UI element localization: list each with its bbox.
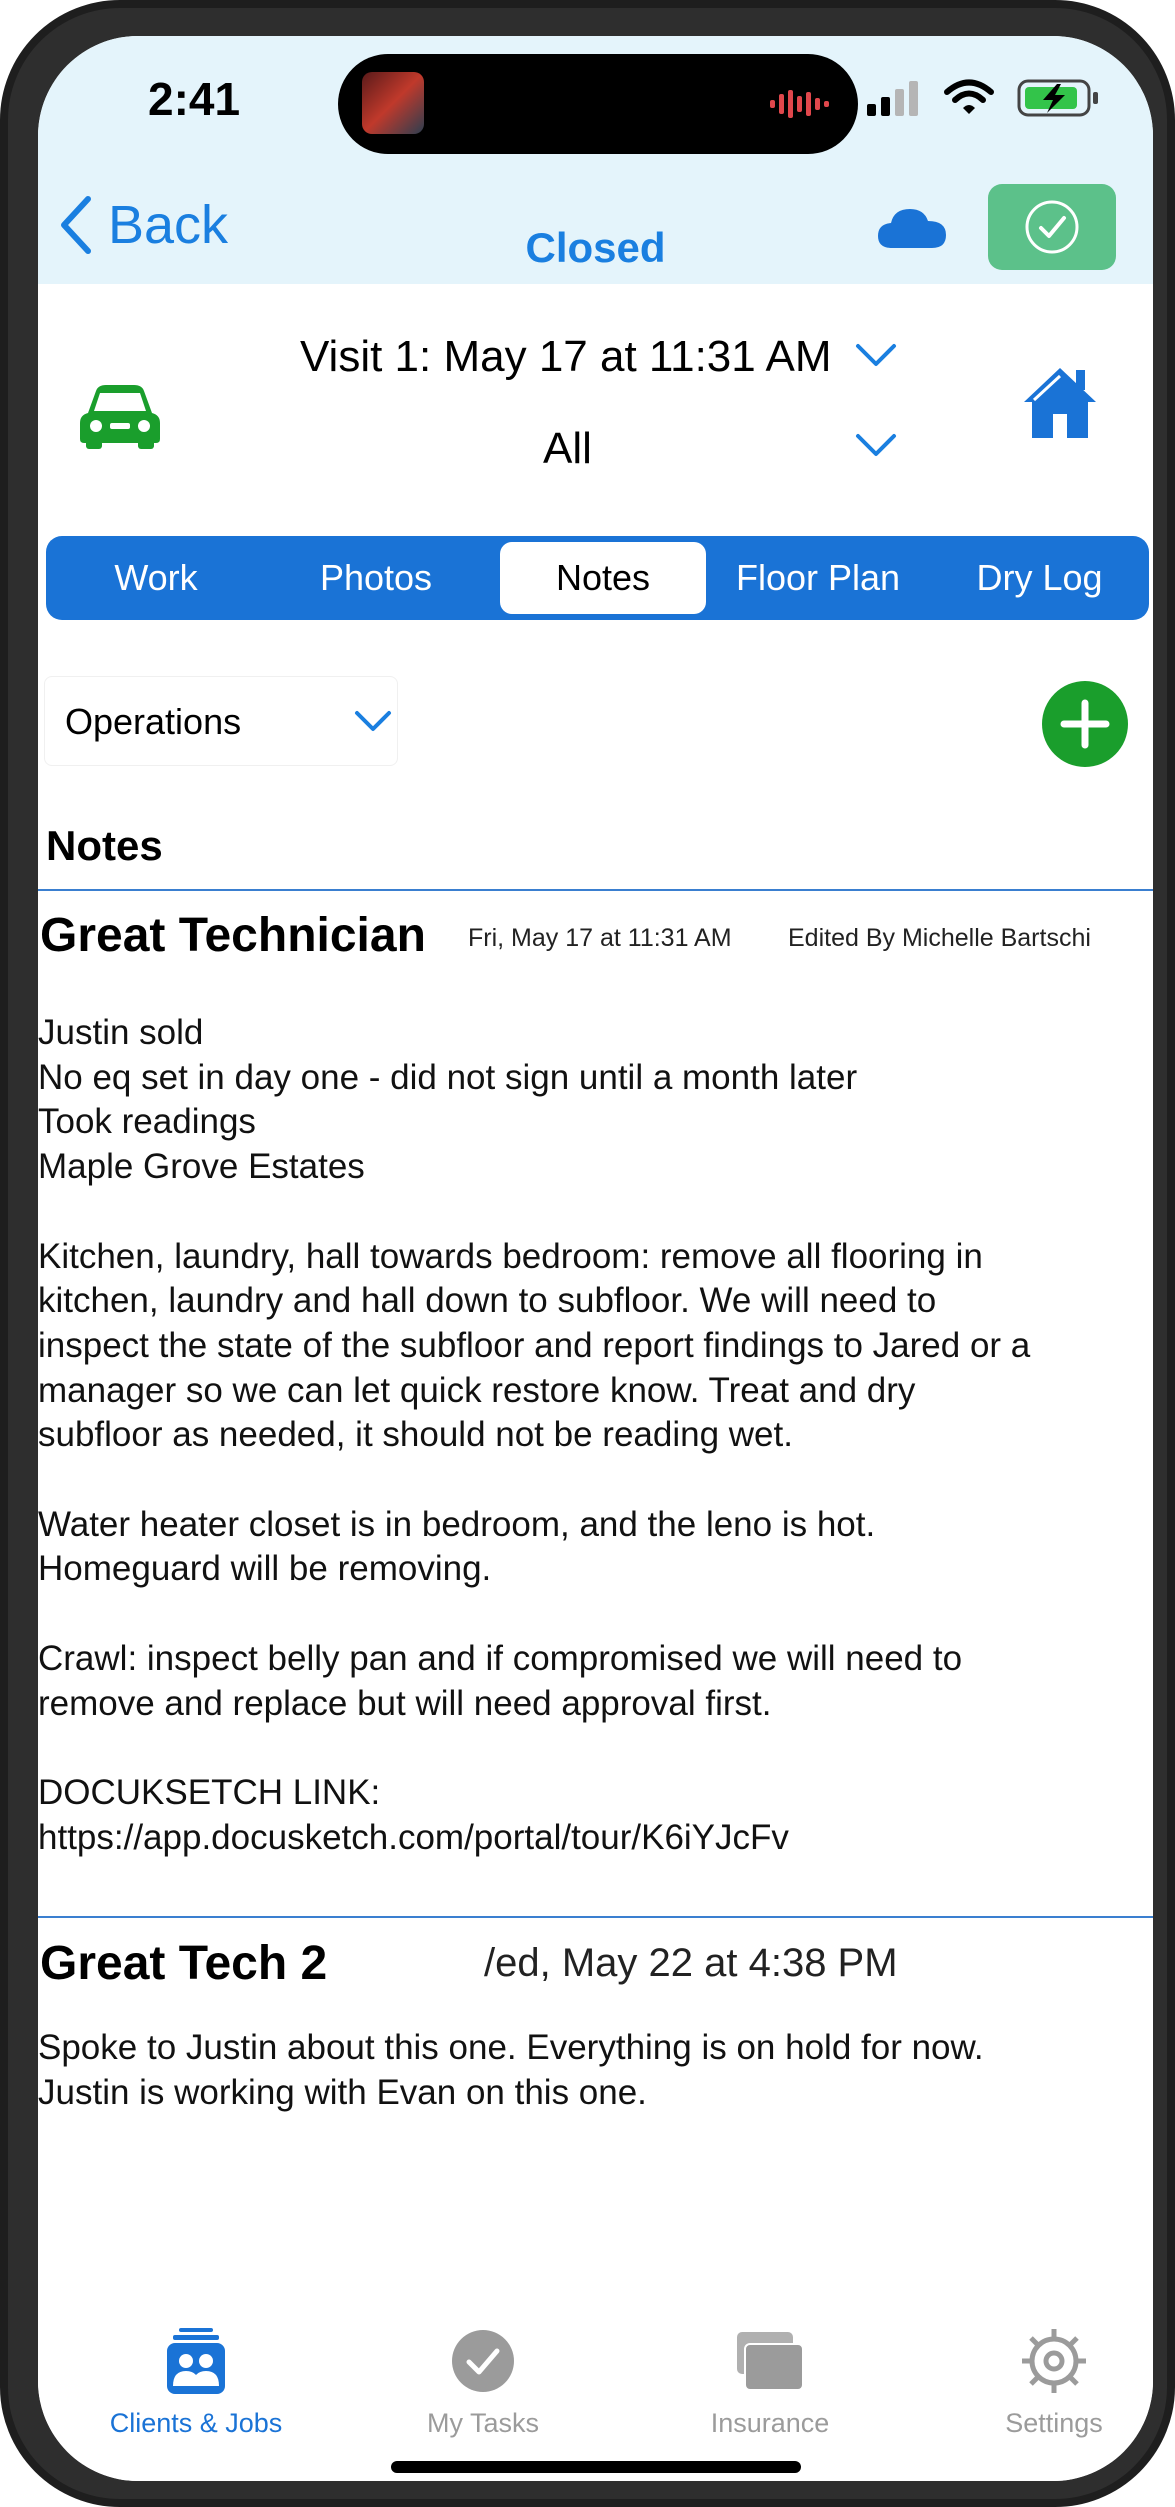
- tab-dry-log[interactable]: Dry Log: [976, 557, 1103, 598]
- home-icon[interactable]: [1020, 364, 1100, 440]
- section-tabs: [46, 536, 1149, 620]
- status-bar: [38, 36, 1153, 166]
- cloud-sync-icon[interactable]: [876, 206, 948, 250]
- note-date: /ed, May 22 at 4:38 PM: [484, 1941, 898, 1985]
- status-icons: [867, 78, 1101, 118]
- check-circle-icon: [448, 2326, 518, 2396]
- plus-icon: [1042, 681, 1128, 767]
- tab-notes[interactable]: Notes: [500, 542, 706, 614]
- note-body[interactable]: Justin sold No eq set in day one - did not sign until a month later Took readings Maple Grove Estates Kitchen, laundry, hall towards bedroom: remove all flooring in kitchen, laundry and hall down to subfloor. We will need to inspect the state of the subfloor and report findings to Jared or a manager so we can let quick restore know. Treat and dry subfloor as needed, it should not be reading wet. Water heater closet is in bedroom, and the leno is hot. Homeguard will be removing. Crawl: inspect belly pan and if compromised we will need to remove and replace but will need approval first. DOCUKSETCH LINK: https://app.docusketch.com/portal/tour/K6iYJcFv: [38, 1013, 1031, 1857]
- tab-work[interactable]: Work: [114, 557, 198, 598]
- category-selected: Operations: [65, 701, 242, 742]
- tabbar-label: Clients & Jobs: [109, 2408, 283, 2438]
- dynamic-island: [338, 54, 858, 154]
- bottom-tab-bar: [38, 2286, 1153, 2481]
- divider: [38, 1916, 1153, 1918]
- tabbar-label: Insurance: [710, 2408, 830, 2438]
- visit-filter[interactable]: All: [543, 424, 592, 473]
- divider: [38, 889, 1153, 891]
- cellular-signal-icon: [867, 80, 921, 116]
- note-title: Great Technician: [40, 909, 426, 962]
- complete-button[interactable]: [988, 184, 1116, 270]
- app-screen: [38, 36, 1153, 2481]
- tab-photos[interactable]: Photos: [319, 557, 433, 598]
- clients-jobs-icon: [161, 2326, 231, 2396]
- job-status-title: Closed: [525, 224, 666, 271]
- category-dropdown[interactable]: [44, 676, 398, 766]
- status-time: 2:41: [148, 73, 241, 125]
- now-playing-artwork: [362, 72, 424, 134]
- home-indicator[interactable]: [391, 2461, 801, 2473]
- note-title: Great Tech 2: [40, 1937, 328, 1990]
- visit-selector: [38, 284, 1153, 534]
- chevron-down-icon[interactable]: [854, 342, 898, 368]
- battery-charging-icon: [1017, 78, 1101, 118]
- tabbar-label: My Tasks: [426, 2408, 540, 2438]
- check-circle-icon: [1024, 199, 1080, 255]
- chevron-down-icon[interactable]: [854, 432, 898, 458]
- back-label: Back: [108, 195, 229, 255]
- note-body[interactable]: Spoke to Justin about this one. Everything is on hold for now. Justin is working with Evan on this one.: [38, 2028, 984, 2112]
- gear-icon: [1019, 2326, 1089, 2396]
- chevron-down-icon: [353, 709, 393, 733]
- tabbar-label: Settings: [1005, 2408, 1103, 2438]
- audio-wave-icon: [770, 88, 830, 120]
- tab-floor-plan[interactable]: Floor Plan: [735, 557, 901, 598]
- visit-label[interactable]: Visit 1: May 17 at 11:31 AM: [300, 332, 832, 381]
- wifi-icon: [943, 79, 995, 117]
- navigation-bar: [38, 166, 1153, 284]
- note-date: Fri, May 17 at 11:31 AM: [468, 924, 732, 952]
- cards-icon: [730, 2326, 810, 2396]
- add-note-button[interactable]: [1042, 681, 1128, 767]
- note-editor: Edited By Michelle Bartschi: [788, 924, 1091, 952]
- notes-heading: Notes: [46, 822, 163, 869]
- car-icon[interactable]: [78, 379, 162, 449]
